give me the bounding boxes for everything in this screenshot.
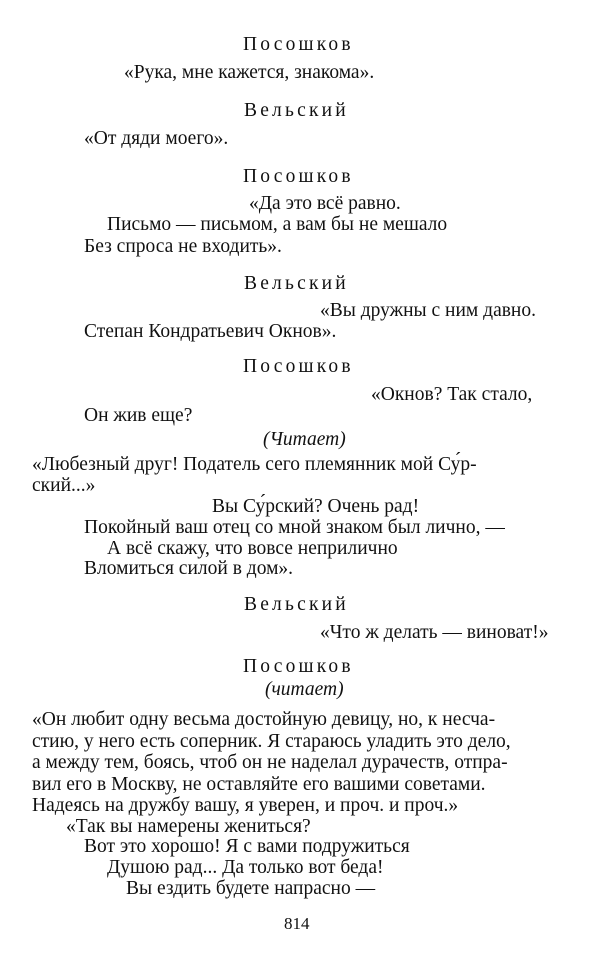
- quoted-letter-line: Надеясь на дружбу вашу, я уверен, и проч. и проч.»: [32, 795, 459, 816]
- verse-line: Письмо — письмом, а вам бы не мешало: [107, 214, 448, 235]
- page-number: 814: [284, 914, 310, 933]
- verse-line: «Что ж делать — виноват!»: [320, 622, 549, 643]
- quoted-letter-line: ский...»: [32, 475, 96, 496]
- speaker-name: Вельский: [244, 100, 349, 121]
- verse-line: «Окнов? Так стало,: [371, 384, 533, 405]
- speaker-name: Посошков: [243, 356, 354, 377]
- verse-line: А всё скажу, что вовсе неприлично: [107, 538, 398, 559]
- verse-line: Вломиться силой в дом».: [84, 558, 294, 579]
- verse-line: «Вы дружны с ним давно.: [320, 300, 536, 321]
- stage-direction: (читает): [265, 679, 344, 700]
- verse-line: Степан Кондратьевич Окнов».: [84, 321, 337, 342]
- verse-line: «Да это всё равно.: [249, 193, 401, 214]
- verse-line: Покойный ваш отец со мной знаком был лично, —: [84, 517, 505, 538]
- quoted-letter-line: «Любезный друг! Податель сего племянник мой Су́р-: [32, 454, 477, 475]
- verse-line: Вы Су́рский? Очень рад!: [212, 496, 420, 517]
- speaker-name: Посошков: [243, 34, 354, 55]
- quoted-letter-line: вил его в Москву, не оставляйте его вашими советами.: [32, 774, 486, 795]
- verse-line: «Так вы намерены жениться?: [66, 816, 311, 837]
- quoted-letter-line: стию, у него есть соперник. Я стараюсь уладить это дело,: [32, 731, 511, 752]
- speaker-name: Вельский: [244, 273, 349, 294]
- verse-line: Вы ездить будете напрасно —: [126, 878, 376, 899]
- verse-line: Душою рад... Да только вот беда!: [107, 857, 384, 878]
- speaker-name: Посошков: [243, 166, 354, 187]
- speaker-name: Вельский: [244, 594, 349, 615]
- quoted-letter-line: а между тем, боясь, чтоб он не наделал дурачеств, отпра-: [32, 752, 508, 773]
- quoted-letter-line: «Он любит одну весьма достойную девицу, но, к несча-: [32, 709, 496, 730]
- verse-line: «Рука, мне кажется, знакома».: [124, 62, 375, 83]
- verse-line: Он жив еще?: [84, 405, 193, 426]
- verse-line: Без спроса не входить».: [84, 236, 282, 257]
- verse-line: Вот это хорошо! Я с вами подружиться: [84, 836, 410, 857]
- verse-line: «От дяди моего».: [84, 128, 229, 149]
- stage-direction: (Читает): [263, 429, 346, 450]
- speaker-name: Посошков: [243, 656, 354, 677]
